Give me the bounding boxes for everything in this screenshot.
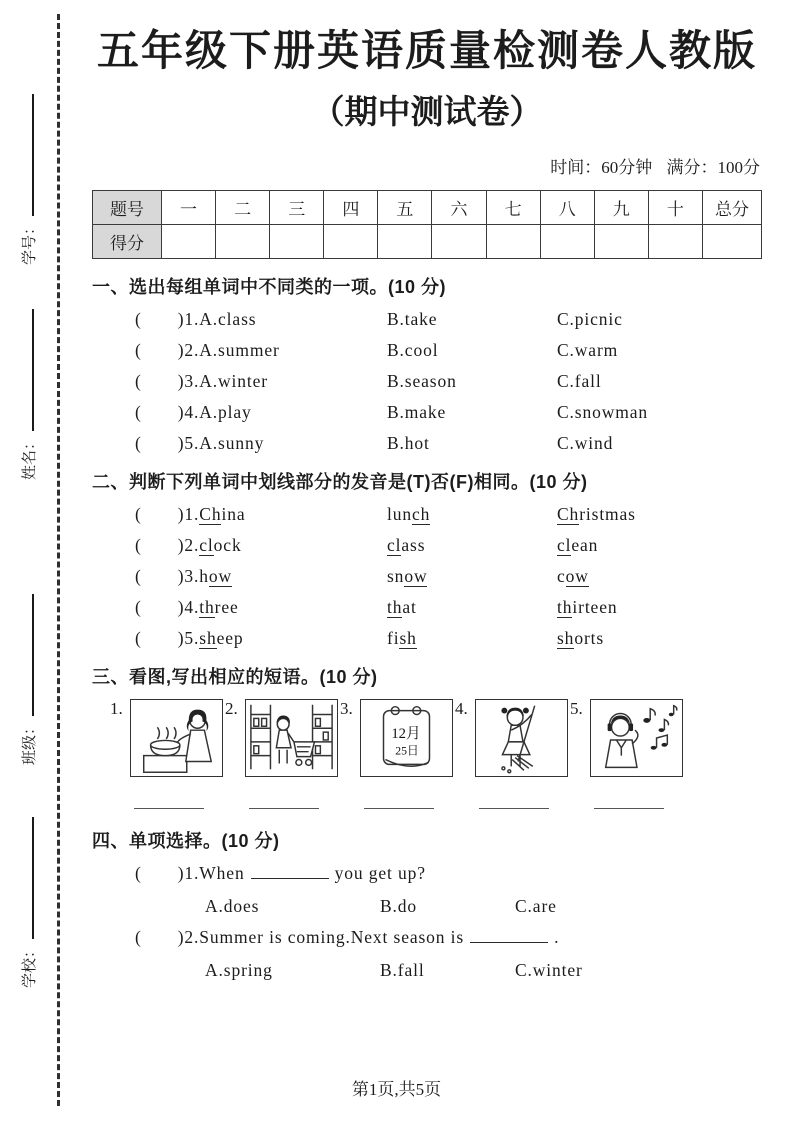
option-a: A.play (199, 402, 252, 423)
paren-open: ( (135, 597, 142, 618)
s1-question-row (92, 371, 762, 392)
s2-q5 (135, 628, 387, 649)
full-score-label: 满分：100分 (666, 158, 760, 178)
question-number: 4. (184, 597, 200, 618)
score-cell (216, 225, 270, 259)
score-row (93, 225, 762, 259)
word-1: clock (199, 535, 242, 556)
question-number: 1. (184, 309, 200, 330)
paren-close: ) (177, 504, 185, 525)
s2-q4 (135, 597, 387, 618)
s1-q1 (135, 309, 387, 330)
question-number-row (93, 191, 762, 225)
option-a: A.does (205, 896, 260, 917)
option-c: C.winter (515, 960, 583, 981)
s2-question-row (92, 535, 762, 556)
score-col-9: 九 (594, 191, 648, 225)
question-number: 1. (184, 504, 200, 525)
question-text: ( )1.When you get up? (135, 863, 426, 884)
word-1: how (199, 566, 233, 587)
page-number: 第1页,共5页 (351, 1080, 442, 1099)
sweeping-image (475, 699, 568, 777)
answer-line (249, 807, 319, 809)
score-cell (540, 225, 594, 259)
phrase-blank-3 (340, 807, 455, 809)
word-1: three (199, 597, 239, 618)
calendar-illustration (361, 700, 452, 776)
section1-title: 一、选出每组单词中不同类的一项。(10 分) (92, 277, 447, 298)
class-blank (32, 594, 34, 716)
question-number: 4. (184, 402, 200, 423)
paren-open: ( (135, 535, 142, 556)
score-cell (378, 225, 432, 259)
sweeping-illustration (476, 700, 567, 776)
question-number: 3. (184, 566, 200, 587)
question-number: 1. (184, 863, 200, 884)
score-col-8: 八 (540, 191, 594, 225)
calendar-month-text: 12月 (391, 726, 421, 743)
s4-question-1 (92, 863, 762, 884)
picture-item-2 (225, 699, 340, 777)
class-label: 班级： (22, 719, 38, 765)
question-number: 2. (184, 340, 200, 361)
paren-open: ( (135, 504, 142, 525)
score-col-2: 二 (216, 191, 270, 225)
student-number-label: 学号： (22, 219, 38, 265)
phrase-blank-1 (110, 807, 225, 809)
s1-question-row (92, 309, 762, 330)
paren-open: ( (135, 628, 142, 649)
name-blank (32, 309, 34, 431)
s1-q2 (135, 340, 387, 361)
score-row-header: 得分 (93, 225, 162, 259)
score-col-1: 一 (162, 191, 216, 225)
fill-blank (251, 878, 329, 879)
paren-close: ) (177, 597, 185, 618)
s2-question-row (92, 566, 762, 587)
school-label: 学校： (22, 942, 38, 988)
option-a: A.sunny (199, 433, 265, 454)
question-number: 2. (184, 535, 200, 556)
shopping-illustration (246, 700, 337, 776)
paren-close: ) (177, 566, 185, 587)
option-c: C.wind (557, 433, 614, 454)
calendar-day-text: 25日 (395, 744, 419, 758)
s2-question-row (92, 597, 762, 618)
section4-title: 四、单项选择。(10 分) (92, 831, 280, 852)
s2-question-row (92, 628, 762, 649)
paren-open: ( (135, 863, 142, 884)
paren-open: ( (135, 371, 142, 392)
school-field (18, 788, 42, 988)
answer-line (479, 807, 549, 809)
paren-close: ) (177, 402, 185, 423)
option-a: A.summer (199, 340, 280, 361)
exam-paper (92, 0, 762, 981)
paren-close: ) (177, 535, 185, 556)
question-number: 3. (184, 371, 200, 392)
option-c: C.picnic (557, 309, 623, 330)
page-title: 五年级下册英语质量检测卷人教版 (96, 29, 757, 75)
fill-blank (470, 942, 548, 943)
score-cell (270, 225, 324, 259)
word-3: shorts (557, 628, 605, 649)
page-subtitle: （期中测试卷） (311, 95, 543, 132)
option-b: B.do (380, 896, 418, 917)
s1-q3 (135, 371, 387, 392)
score-col-3: 三 (270, 191, 324, 225)
score-cell (432, 225, 486, 259)
paren-close: ) (177, 309, 185, 330)
picture-number: 3. (340, 699, 353, 719)
name-field (18, 280, 42, 480)
paren-close: ) (177, 371, 185, 392)
option-c: C.fall (557, 371, 602, 392)
score-cell (324, 225, 378, 259)
score-table (92, 190, 762, 259)
option-b: B.season (387, 371, 457, 392)
word-3: Christmas (557, 504, 636, 525)
word-2: lunch (387, 504, 431, 525)
score-col-4: 四 (324, 191, 378, 225)
option-b: B.take (387, 309, 438, 330)
s2-q3 (135, 566, 387, 587)
word-3: clean (557, 535, 599, 556)
time-limit-label: 时间：60分钟 (550, 158, 653, 178)
answer-line (134, 807, 204, 809)
paren-open: ( (135, 340, 142, 361)
word-2: that (387, 597, 417, 618)
picture-number: 5. (570, 699, 583, 719)
word-3: cow (557, 566, 589, 587)
paren-close: ) (177, 433, 185, 454)
option-b: B.fall (380, 960, 425, 981)
score-col-7: 七 (486, 191, 540, 225)
s2-q1 (135, 504, 387, 525)
s1-q4 (135, 402, 387, 423)
option-a: A.class (199, 309, 257, 330)
school-blank (32, 817, 34, 939)
picture-item-5 (570, 699, 685, 777)
paren-close: ) (177, 863, 185, 884)
word-2: snow (387, 566, 428, 587)
score-cell (162, 225, 216, 259)
sidebar-dashed-divider (57, 14, 60, 1106)
student-number-blank (32, 94, 34, 216)
paren-close: ) (177, 340, 185, 361)
picture-number: 1. (110, 699, 123, 719)
paren-open: ( (135, 927, 142, 948)
score-col-10: 十 (648, 191, 702, 225)
word-1: sheep (199, 628, 244, 649)
word-2: class (387, 535, 426, 556)
score-cell (648, 225, 702, 259)
class-field (18, 565, 42, 765)
cooking-image (130, 699, 223, 777)
score-table-header: 题号 (93, 191, 162, 225)
listening-music-illustration (591, 700, 682, 776)
answer-line (594, 807, 664, 809)
picture-number: 4. (455, 699, 468, 719)
option-a: A.spring (205, 960, 273, 981)
s1-question-row (92, 402, 762, 423)
s4-question-2 (92, 927, 762, 948)
option-c: C.snowman (557, 402, 648, 423)
word-1: China (199, 504, 246, 525)
paren-close: ) (177, 927, 185, 948)
shopping-image (245, 699, 338, 777)
score-col-6: 六 (432, 191, 486, 225)
picture-row (92, 699, 762, 777)
s4-options-1 (92, 896, 762, 917)
picture-number: 2. (225, 699, 238, 719)
score-cell-total (703, 225, 762, 259)
option-b: B.hot (387, 433, 430, 454)
picture-item-1 (110, 699, 225, 777)
calendar-image (360, 699, 453, 777)
phrase-blank-2 (225, 807, 340, 809)
paren-open: ( (135, 402, 142, 423)
word-3: thirteen (557, 597, 618, 618)
picture-item-3 (340, 699, 455, 777)
section3-title: 三、看图,写出相应的短语。(10 分) (92, 667, 378, 688)
paren-open: ( (135, 309, 142, 330)
paren-open: ( (135, 433, 142, 454)
picture-item-4 (455, 699, 570, 777)
option-c: C.are (515, 896, 557, 917)
s1-question-row (92, 340, 762, 361)
s4-options-2 (92, 960, 762, 981)
answer-line (364, 807, 434, 809)
paren-open: ( (135, 566, 142, 587)
student-number-field (18, 65, 42, 265)
option-b: B.cool (387, 340, 439, 361)
section2-title: 二、判断下列单词中划线部分的发音是(T)否(F)相同。(10 分) (92, 472, 588, 493)
s2-q2 (135, 535, 387, 556)
cooking-illustration (131, 700, 222, 776)
score-col-5: 五 (378, 191, 432, 225)
question-text: ( )2.Summer is coming.Next season is . (135, 927, 560, 948)
phrase-blank-5 (570, 807, 685, 809)
exam-info-row (92, 153, 762, 178)
name-label: 姓名： (22, 434, 38, 480)
s2-question-row (92, 504, 762, 525)
word-2: fish (387, 628, 417, 649)
option-c: C.warm (557, 340, 619, 361)
paren-close: ) (177, 628, 185, 649)
s1-question-row (92, 433, 762, 454)
phrase-blank-4 (455, 807, 570, 809)
option-b: B.make (387, 402, 447, 423)
question-number: 5. (184, 433, 200, 454)
s1-q5 (135, 433, 387, 454)
question-number: 5. (184, 628, 200, 649)
music-image (590, 699, 683, 777)
phrase-answer-blanks (92, 807, 762, 809)
option-a: A.winter (199, 371, 269, 392)
question-number: 2. (184, 927, 200, 948)
score-col-total: 总分 (703, 191, 762, 225)
score-cell (486, 225, 540, 259)
score-cell (594, 225, 648, 259)
